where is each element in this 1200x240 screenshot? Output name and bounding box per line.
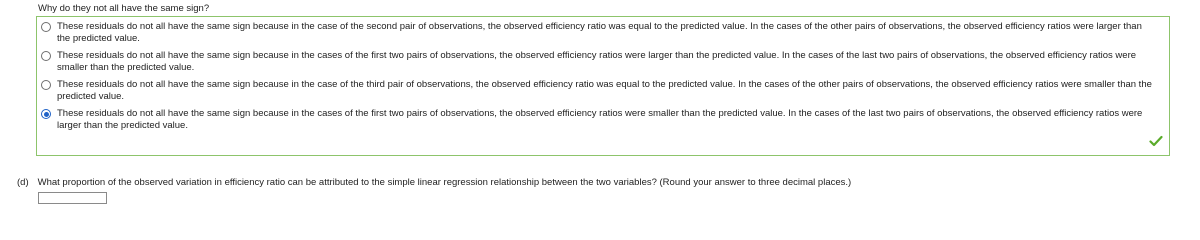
question-text: Why do they not all have the same sign? <box>38 3 210 14</box>
option-3-text: These residuals do not all have the same sign because in the case of the third pair of observations, the observed efficiency ratio was equal to the predicted value. In the cases of the other pairs of observations, the observed efficiency ratios were smaller than the predicted value. <box>57 79 1152 102</box>
option-2[interactable] <box>41 50 1157 73</box>
check-icon <box>1149 135 1163 147</box>
radio-button-option-3[interactable] <box>41 80 51 90</box>
radio-button-option-4-selected[interactable] <box>41 109 51 119</box>
options-list <box>41 21 1157 137</box>
part-d-label: (d) <box>17 177 29 188</box>
option-3[interactable] <box>41 79 1157 102</box>
radio-button-option-2[interactable] <box>41 51 51 61</box>
option-2-text: These residuals do not all have the same sign because in the cases of the first two pairs of observations, the observed efficiency ratios were larger than the predicted value. In the cases of the last two pairs of observations, the observed efficiency ratios were smaller than the predicted value. <box>57 50 1137 73</box>
proportion-answer-input[interactable] <box>38 192 107 204</box>
part-d-question <box>17 177 851 188</box>
option-1-text: These residuals do not all have the same sign because in the case of the second pair of observations, the observed efficiency ratio was equal to the predicted value. In the cases of the other pairs of observations, the observed efficiency ratios were larger than the predicted value. <box>57 21 1142 44</box>
radio-button-option-1[interactable] <box>41 22 51 32</box>
option-1[interactable] <box>41 21 1157 44</box>
part-d-text: What proportion of the observed variation in efficiency ratio can be attributed to the simple linear regression relationship between the two variables? (Round your answer to three decimal places.) <box>37 177 852 188</box>
answer-choices-box <box>36 16 1170 156</box>
option-4-text: These residuals do not all have the same sign because in the cases of the first two pairs of observations, the observed efficiency ratios were smaller than the predicted value. In the cases of the last two pairs of observations, the observed efficiency ratios were larger than the predicted value. <box>57 108 1143 131</box>
option-4[interactable] <box>41 108 1157 131</box>
